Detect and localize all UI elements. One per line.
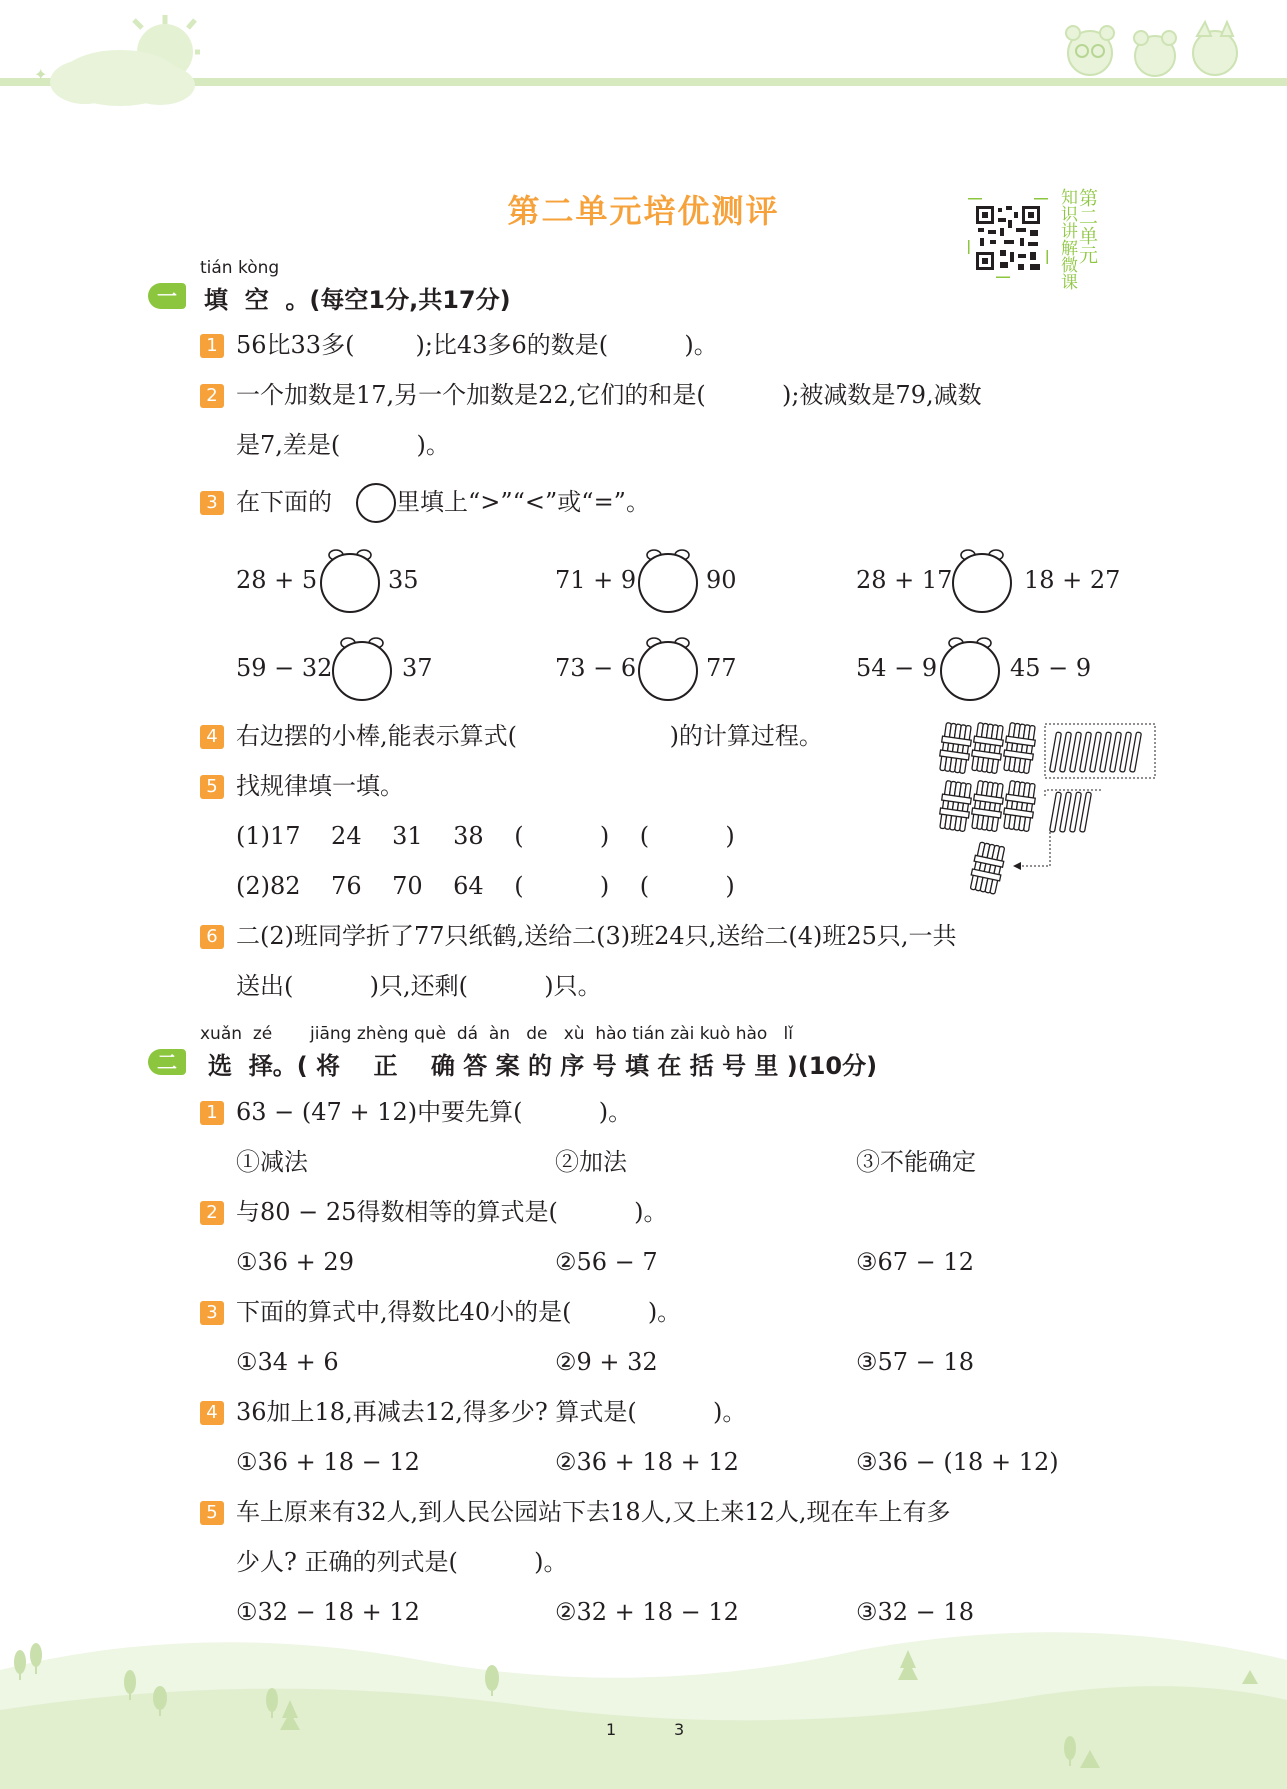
compare-left: 28 + 5	[236, 566, 318, 594]
option[interactable]: ③不能确定	[856, 1148, 976, 1176]
page-number-right: 3	[674, 1720, 685, 1739]
section1-title: 填 空 。(每空1分,共17分)	[204, 286, 511, 314]
page-title: 第二单元培优测评	[507, 192, 780, 230]
option[interactable]: ②加法	[555, 1148, 627, 1176]
answer-circle-icon	[355, 482, 397, 524]
pattern-line: (1)17 24 31 38 ( ) ( )	[236, 822, 735, 850]
question-text: 在下面的	[236, 488, 332, 516]
question-number: 2	[200, 1201, 224, 1225]
question-text: 车上原来有32人,到人民公园站下去18人,又上来12人,现在车上有多	[236, 1498, 951, 1526]
compare-right: 90	[706, 566, 737, 594]
sun-cloud-icon	[30, 10, 200, 110]
option[interactable]: ③57 − 18	[856, 1348, 974, 1376]
qr-label-col-2: 第二单元	[1076, 188, 1098, 264]
option[interactable]: ③32 − 18	[856, 1598, 974, 1626]
option[interactable]: ③36 − (18 + 12)	[856, 1448, 1059, 1476]
question-number: 1	[200, 334, 224, 358]
option[interactable]: ③67 − 12	[856, 1248, 974, 1276]
question-number: 5	[200, 775, 224, 799]
question-text: 36加上18,再减去12,得多少? 算式是( )。	[236, 1398, 747, 1426]
section1-pinyin: tián kòng	[200, 258, 280, 278]
question-number: 4	[200, 1401, 224, 1425]
svg-text:✦: ✦	[34, 65, 48, 84]
section2-title: 选 择。( 将 正 确 答 案 的 序 号 填 在 括 号 里 )(10分)	[208, 1052, 878, 1080]
counting-sticks-icon	[935, 720, 1160, 900]
question-text: 56比33多( );比43多6的数是( )。	[236, 331, 718, 359]
compare-circle[interactable]	[636, 545, 700, 613]
compare-circle[interactable]	[636, 633, 700, 701]
compare-circle[interactable]	[950, 545, 1014, 613]
section2-pinyin: xuǎn zé jiāng zhèng què dá àn de xù hào tián zài kuò hào lǐ	[200, 1024, 793, 1044]
question-text: 与80 − 25得数相等的算式是( )。	[236, 1198, 668, 1226]
compare-circle[interactable]	[318, 545, 382, 613]
question-number: 3	[200, 491, 224, 515]
option[interactable]: ①36 + 18 − 12	[236, 1448, 420, 1476]
question-number: 6	[200, 925, 224, 949]
option[interactable]: ②56 − 7	[555, 1248, 658, 1276]
compare-left: 73 − 6	[555, 654, 637, 682]
compare-right: 35	[388, 566, 419, 594]
question-text: 里填上“>”“<”或“=”。	[396, 488, 650, 516]
question-text: 少人? 正确的列式是( )。	[236, 1548, 568, 1576]
option[interactable]: ①减法	[236, 1148, 308, 1176]
question-text: 找规律填一填。	[236, 772, 404, 800]
option[interactable]: ②32 + 18 − 12	[555, 1598, 739, 1626]
compare-left: 28 + 17	[856, 566, 953, 594]
question-text: 一个加数是17,另一个加数是22,它们的和是( );被减数是79,减数	[236, 381, 982, 409]
question-text: 二(2)班同学折了77只纸鹤,送给二(3)班24只,送给二(4)班25只,一共	[236, 922, 957, 950]
question-text: 下面的算式中,得数比40小的是( )。	[236, 1298, 682, 1326]
option[interactable]: ①32 − 18 + 12	[236, 1598, 420, 1626]
compare-right: 45 − 9	[1010, 654, 1092, 682]
compare-right: 77	[706, 654, 737, 682]
option[interactable]: ①36 + 29	[236, 1248, 354, 1276]
qr-label	[1055, 188, 1099, 290]
question-number: 1	[200, 1101, 224, 1125]
page-number-left: 1	[606, 1720, 617, 1739]
question-number: 3	[200, 1301, 224, 1325]
question-text: 右边摆的小棒,能表示算式( )的计算过程。	[236, 722, 823, 750]
qr-label-col-1: 知识讲解微课	[1057, 188, 1077, 290]
question-number: 4	[200, 725, 224, 749]
question-number: 2	[200, 384, 224, 408]
compare-left: 54 − 9	[856, 654, 938, 682]
question-text: 63 − (47 + 12)中要先算( )。	[236, 1098, 633, 1126]
compare-right: 18 + 27	[1024, 566, 1121, 594]
compare-circle[interactable]	[938, 633, 1002, 701]
compare-left: 71 + 9	[555, 566, 637, 594]
question-number: 5	[200, 1501, 224, 1525]
option[interactable]: ②36 + 18 + 12	[555, 1448, 739, 1476]
question-text: 是7,差是( )。	[236, 431, 450, 459]
compare-left: 59 − 32	[236, 654, 333, 682]
option[interactable]: ①34 + 6	[236, 1348, 339, 1376]
qr-code-icon[interactable]	[968, 198, 1048, 278]
hills-decoration	[0, 1600, 1287, 1789]
compare-circle[interactable]	[330, 633, 394, 701]
question-text: 送出( )只,还剩( )只。	[236, 972, 602, 1000]
animals-icon	[1055, 18, 1255, 80]
section2-badge: 二	[148, 1049, 186, 1075]
compare-right: 37	[402, 654, 433, 682]
pattern-line: (2)82 76 70 64 ( ) ( )	[236, 872, 735, 900]
section1-badge: 一	[148, 283, 186, 309]
option[interactable]: ②9 + 32	[555, 1348, 658, 1376]
